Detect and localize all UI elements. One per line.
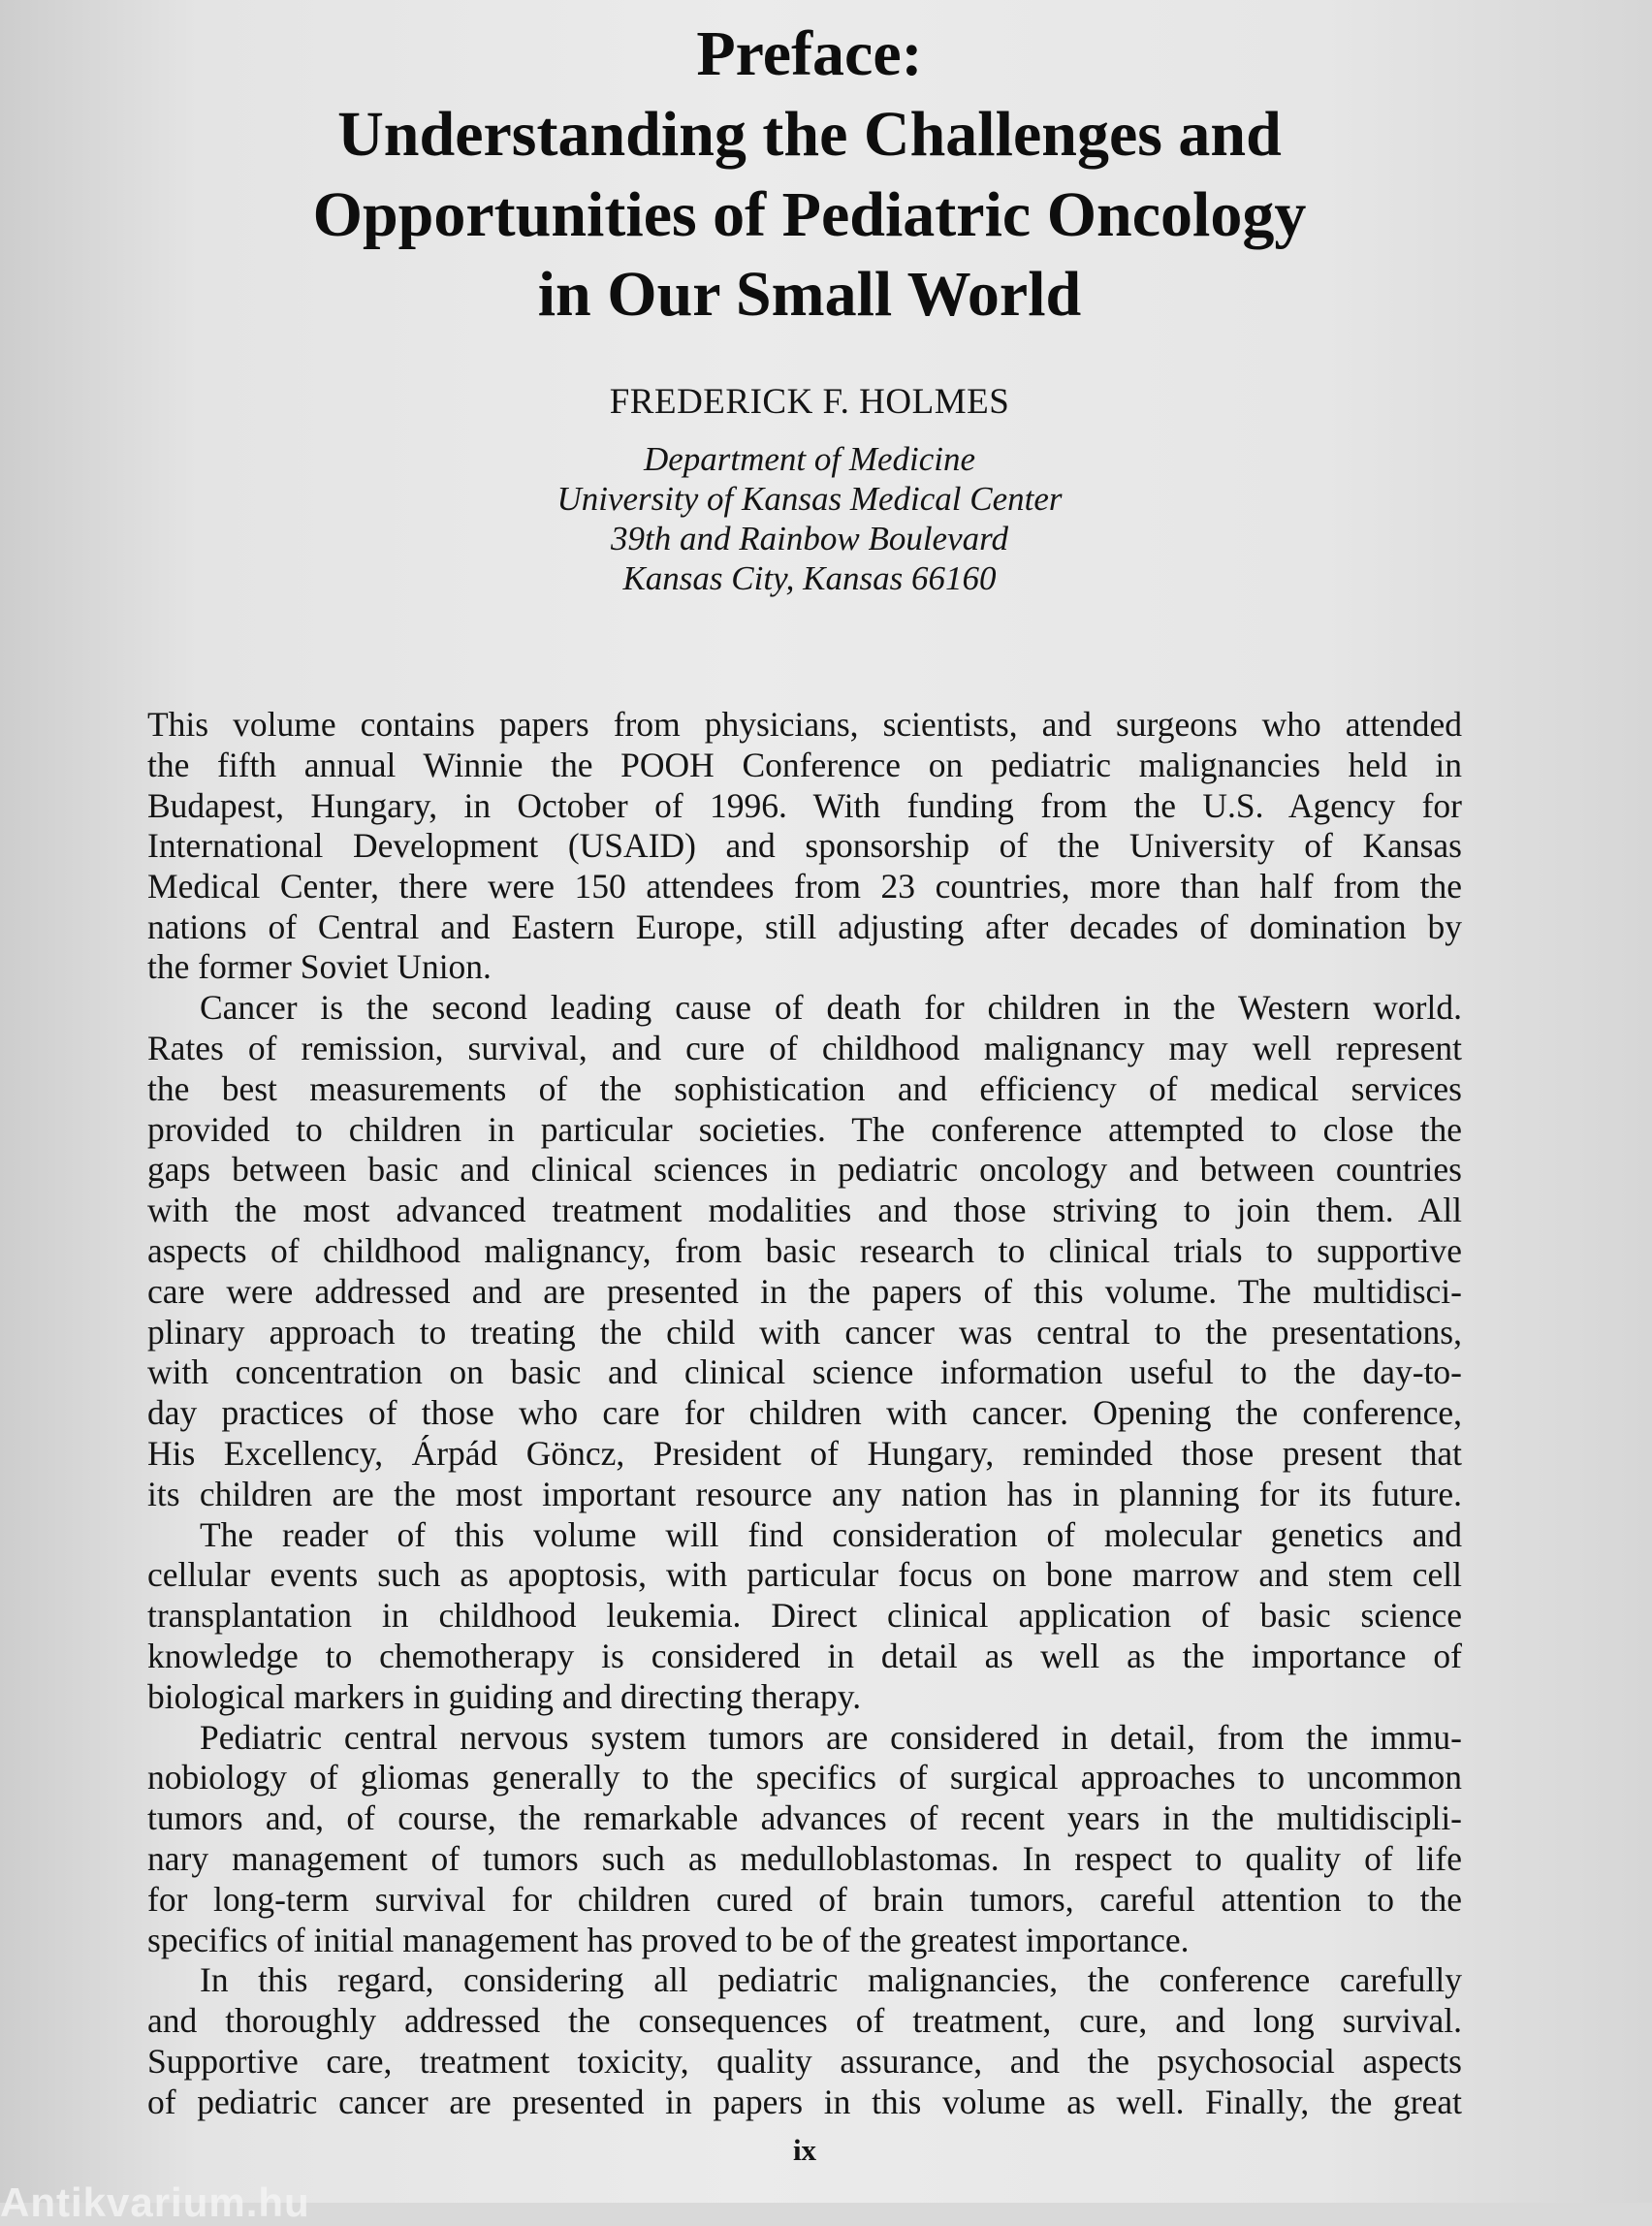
- body-line: nary management of tumors such as medulloblastomas. In respect to quality of life: [147, 1839, 1462, 1878]
- body-line: International Development (USAID) and sponsorship of the University of Kansas: [147, 826, 1462, 865]
- body-line: nobiology of gliomas generally to the specifics of surgical approaches to uncommon: [147, 1758, 1462, 1797]
- watermark: Antikvarium.hu: [0, 2179, 310, 2225]
- body-line: This volume contains papers from physicians, scientists, and surgeons who attended: [147, 705, 1462, 744]
- title-line-4: in Our Small World: [537, 259, 1082, 330]
- body-line: with concentration on basic and clinical science information useful to the day-to-: [147, 1352, 1462, 1391]
- body-line: plinary approach to treating the child with cancer was central to the presentations,: [147, 1313, 1462, 1352]
- body-line: and thoroughly addressed the consequences of treatment, cure, and long survival.: [147, 2001, 1462, 2040]
- title-line-2: Understanding the Challenges and: [337, 99, 1282, 170]
- body-line: specifics of initial management has proved to be of the greatest importance.: [147, 1921, 1190, 1959]
- body-line: Budapest, Hungary, in October of 1996. With funding from the U.S. Agency for: [147, 786, 1462, 825]
- body-line: His Excellency, Árpád Göncz, President of Hungary, reminded those present that: [147, 1434, 1462, 1473]
- affiliation-department: Department of Medicine: [643, 440, 976, 478]
- affiliation-institution: University of Kansas Medical Center: [556, 480, 1063, 518]
- body-line: Medical Center, there were 150 attendees from 23 countries, more than half from the: [147, 867, 1462, 906]
- body-line: the fifth annual Winnie the POOH Conference on pediatric malignancies held in: [147, 746, 1462, 784]
- body-line: The reader of this volume will find consideration of molecular genetics and: [200, 1515, 1462, 1554]
- page-number: ix: [792, 2133, 817, 2167]
- body-line: tumors and, of course, the remarkable advances of recent years in the multidiscipli-: [147, 1798, 1462, 1837]
- body-line: for long-term survival for children cured of brain tumors, careful attention to the: [147, 1880, 1462, 1919]
- body-line: Pediatric central nervous system tumors are considered in detail, from the immu-: [200, 1718, 1462, 1757]
- body-line: Supportive care, treatment toxicity, quality assurance, and the psychosocial aspects: [147, 2042, 1462, 2081]
- body-line: the best measurements of the sophistication and efficiency of medical services: [147, 1069, 1462, 1108]
- author-name: FREDERICK F. HOLMES: [609, 382, 1010, 422]
- body-line: of pediatric cancer are presented in papers in this volume as well. Finally, the great: [147, 2083, 1462, 2121]
- body-line: the former Soviet Union.: [147, 947, 492, 986]
- body-line: biological markers in guiding and directing therapy.: [147, 1677, 862, 1716]
- body-line: day practices of those who care for children with cancer. Opening the conference,: [147, 1393, 1462, 1432]
- body-line: provided to children in particular societies. The conference attempted to close the: [147, 1110, 1462, 1149]
- body-line: Cancer is the second leading cause of death for children in the Western world.: [200, 988, 1462, 1027]
- body-line: Rates of remission, survival, and cure of childhood malignancy may well represent: [147, 1029, 1462, 1067]
- body-line: knowledge to chemotherapy is considered in detail as well as the importance of: [147, 1637, 1462, 1675]
- body-line: aspects of childhood malignancy, from basic research to clinical trials to supportive: [147, 1231, 1462, 1270]
- affiliation-street: 39th and Rainbow Boulevard: [611, 520, 1008, 557]
- body-line: its children are the most important resource any nation has in planning for its future.: [147, 1475, 1462, 1513]
- affiliation-city: Kansas City, Kansas 66160: [622, 559, 997, 597]
- body-line: nations of Central and Eastern Europe, still adjusting after decades of domination by: [147, 907, 1462, 946]
- body-line: care were addressed and are presented in the papers of this volume. The multidisci-: [147, 1272, 1462, 1311]
- body-line: In this regard, considering all pediatric malignancies, the conference carefully: [200, 1960, 1462, 1999]
- body-line: with the most advanced treatment modalities and those striving to join them. All: [147, 1191, 1462, 1229]
- body-line: transplantation in childhood leukemia. Direct clinical application of basic science: [147, 1596, 1462, 1635]
- body-line: cellular events such as apoptosis, with particular focus on bone marrow and stem cell: [147, 1555, 1462, 1594]
- title-line-3: Opportunities of Pediatric Oncology: [312, 179, 1307, 250]
- body-line: gaps between basic and clinical sciences in pediatric oncology and between countries: [147, 1150, 1462, 1189]
- title-line-1: Preface:: [696, 18, 923, 89]
